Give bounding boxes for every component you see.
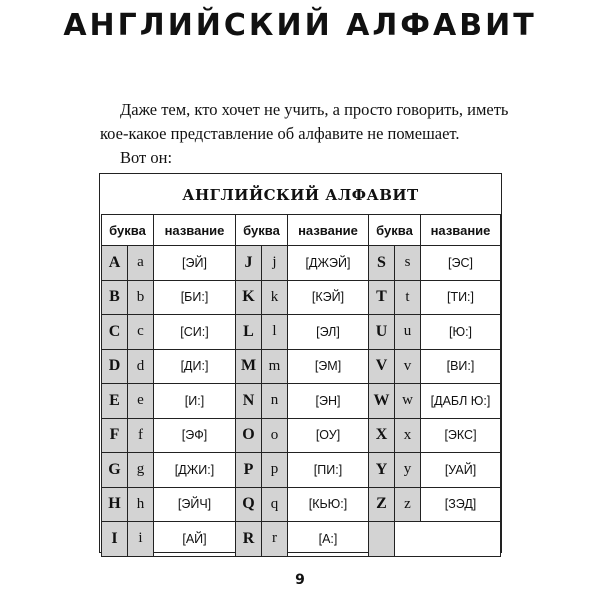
letter-name: [Ю:] [421, 315, 501, 350]
lowercase-letter: y [395, 453, 421, 488]
lowercase-letter: h [128, 487, 154, 522]
lowercase-letter: z [395, 487, 421, 522]
lowercase-letter: o [262, 418, 288, 453]
header-letter: буква [236, 215, 288, 246]
uppercase-letter: F [102, 418, 128, 453]
empty-cell [395, 522, 501, 557]
table-header-row [102, 215, 501, 246]
letter-name: [ЭЙЧ] [154, 487, 236, 522]
table-row [102, 453, 501, 488]
lowercase-letter: j [262, 246, 288, 281]
lowercase-letter: w [395, 384, 421, 419]
lowercase-letter: c [128, 315, 154, 350]
letter-name: [УАЙ] [421, 453, 501, 488]
table-row [102, 315, 501, 350]
intro-text [100, 98, 520, 170]
uppercase-letter: Y [369, 453, 395, 488]
header-letter: буква [369, 215, 421, 246]
header-name: название [288, 215, 369, 246]
lowercase-letter: e [128, 384, 154, 419]
lowercase-letter: x [395, 418, 421, 453]
letter-name: [КЬЮ:] [288, 487, 369, 522]
alphabet-table [101, 214, 501, 557]
uppercase-letter: S [369, 246, 395, 281]
uppercase-letter: M [236, 349, 262, 384]
lowercase-letter: v [395, 349, 421, 384]
uppercase-letter: A [102, 246, 128, 281]
intro-paragraph: Даже тем, кто хочет не учить, а просто говорить, иметь кое-какое представление об алфавите не помешает. [100, 100, 509, 143]
uppercase-letter: K [236, 280, 262, 315]
lowercase-letter: m [262, 349, 288, 384]
letter-name: [КЭЙ] [288, 280, 369, 315]
uppercase-letter: Z [369, 487, 395, 522]
letter-name: [ЭС] [421, 246, 501, 281]
page-title: АНГЛИЙСКИЙ АЛФАВИТ [63, 8, 537, 43]
letter-name: [АЙ] [154, 522, 236, 557]
uppercase-letter: R [236, 522, 262, 557]
lowercase-letter: l [262, 315, 288, 350]
letter-name: [ЭКС] [421, 418, 501, 453]
uppercase-letter: W [369, 384, 395, 419]
uppercase-letter: P [236, 453, 262, 488]
lowercase-letter: i [128, 522, 154, 557]
letter-name: [ОУ] [288, 418, 369, 453]
letter-name: [ДЖЭЙ] [288, 246, 369, 281]
lowercase-letter: d [128, 349, 154, 384]
lowercase-letter: q [262, 487, 288, 522]
table-row [102, 487, 501, 522]
page-number: 9 [295, 572, 305, 588]
uppercase-letter: O [236, 418, 262, 453]
uppercase-letter: U [369, 315, 395, 350]
uppercase-letter: B [102, 280, 128, 315]
uppercase-letter: V [369, 349, 395, 384]
uppercase-letter: E [102, 384, 128, 419]
uppercase-letter: N [236, 384, 262, 419]
lowercase-letter: p [262, 453, 288, 488]
intro-lead-in: Вот он: [120, 148, 173, 167]
header-name: название [421, 215, 501, 246]
letter-name: [А:] [288, 522, 369, 557]
letter-name: [ЭН] [288, 384, 369, 419]
letter-name: [СИ:] [154, 315, 236, 350]
header-name: название [154, 215, 236, 246]
uppercase-letter: J [236, 246, 262, 281]
table-body [102, 246, 501, 557]
alphabet-table-frame [99, 173, 502, 553]
lowercase-letter: t [395, 280, 421, 315]
letter-name: [И:] [154, 384, 236, 419]
uppercase-letter: T [369, 280, 395, 315]
header-letter: буква [102, 215, 154, 246]
uppercase-letter: H [102, 487, 128, 522]
lowercase-letter: b [128, 280, 154, 315]
table-row [102, 349, 501, 384]
letter-name: [ЭМ] [288, 349, 369, 384]
uppercase-letter: L [236, 315, 262, 350]
letter-name: [ЗЭД] [421, 487, 501, 522]
table-row [102, 522, 501, 557]
letter-name: [БИ:] [154, 280, 236, 315]
uppercase-letter: G [102, 453, 128, 488]
lowercase-letter: s [395, 246, 421, 281]
uppercase-letter: D [102, 349, 128, 384]
lowercase-letter: u [395, 315, 421, 350]
uppercase-letter: I [102, 522, 128, 557]
letter-name: [ДЖИ:] [154, 453, 236, 488]
letter-name: [ПИ:] [288, 453, 369, 488]
lowercase-letter: f [128, 418, 154, 453]
letter-name: [ВИ:] [421, 349, 501, 384]
letter-name: [ДИ:] [154, 349, 236, 384]
letter-name: [ТИ:] [421, 280, 501, 315]
table-row [102, 246, 501, 281]
letter-name: [ЭЙ] [154, 246, 236, 281]
uppercase-letter: Q [236, 487, 262, 522]
empty-cell [369, 522, 395, 557]
table-row [102, 384, 501, 419]
lowercase-letter: n [262, 384, 288, 419]
lowercase-letter: k [262, 280, 288, 315]
table-title: АНГЛИЙСКИЙ АЛФАВИТ [182, 186, 419, 204]
uppercase-letter: X [369, 418, 395, 453]
table-row [102, 418, 501, 453]
lowercase-letter: a [128, 246, 154, 281]
letter-name: [ДАБЛ Ю:] [421, 384, 501, 419]
lowercase-letter: g [128, 453, 154, 488]
table-row [102, 280, 501, 315]
letter-name: [ЭФ] [154, 418, 236, 453]
lowercase-letter: r [262, 522, 288, 557]
uppercase-letter: C [102, 315, 128, 350]
letter-name: [ЭЛ] [288, 315, 369, 350]
